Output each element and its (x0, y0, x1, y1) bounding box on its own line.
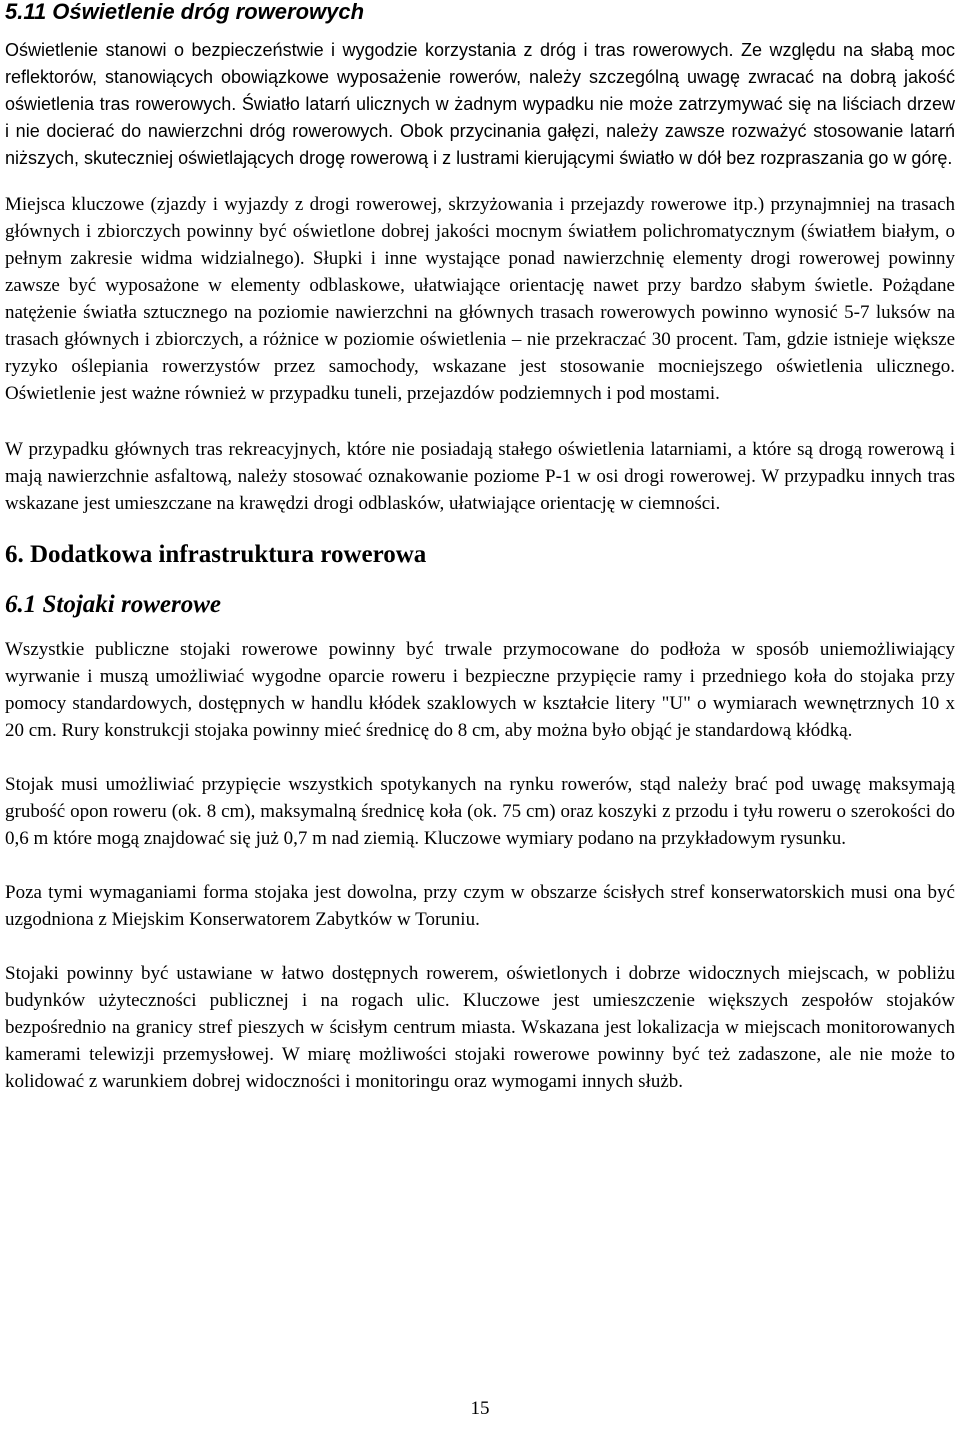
section-5-11-heading: 5.11 Oświetlenie dróg rowerowych (5, 0, 365, 24)
section-5-11-paragraph-2: Miejsca kluczowe (zjazdy i wyjazdy z drogi rowerowej, skrzyżowania i przejazdy rowerowe itp.) przynajmniej na trasach głównych i zbiorczych powinny być oświetlone dobrej jakości mocnym światłem polichromatycznym (światłem białym, o pełnym zakresie widma widzialnego). Słupki i inne wystające ponad nawierzchnię elementy drogi rowerowej powinny zawsze być wyposażone w elementy odblaskowe, ułatwiające orientację nawet przy bardzo słabym świetle. Pożądane natężenie światła sztucznego na poziomie nawierzchni na głównych trasach rowerowych powinno wynosić 5-7 luksów na trasach głównych i zbiorczych, a różnice w poziomie oświetlenia – nie przekraczać 30 procent. Tam, gdzie istnieje większe ryzyko oślepiania rowerzystów przez samochody, wskazane jest stosowanie mocniejszego oświetlenia ulicznego. Oświetlenie jest ważne również w przypadku tuneli, przejazdów podziemnych i pod mostami. (5, 194, 955, 404)
document-page (5, 0, 955, 1095)
section-6-1-paragraph-2: Stojak musi umożliwiać przypięcie wszystkich spotykanych na rynku rowerów, stąd należy brać pod uwagę maksymają grubość opon roweru (ok. 8 cm), maksymalną średnicę koła (ok. 75 cm) oraz koszyki z przodu i tyłu roweru o szerokości do 0,6 m które mogą znajdować się już 0,7 m nad ziemią. Kluczowe wymiary podano na przykładowym rysunku. (5, 774, 955, 849)
section-6-heading: 6. Dodatkowa infrastruktura rowerowa (5, 541, 427, 568)
section-5-11-paragraph-1: Oświetlenie stanowi o bezpieczeństwie i wygodzie korzystania z dróg i tras rowerowych. Ze względu na słabą moc reflektorów, stanowiących obowiązkowe wyposażenie rowerów, należy szczególną uwagę zwracać na dobrą jakość oświetlenia tras rowerowych. Światło latarń ulicznych w żadnym wypadku nie może zatrzymywać się na liściach drzew i nie docierać do nawierzchni dróg rowerowych. Obok przycinania gałęzi, należy zawsze rozważyć stosowanie latarń niższych, skuteczniej oświetlających drogę rowerową i z lustrami kierującymi światło w dół bez rozpraszania go w górę. (5, 40, 955, 168)
section-6-1-heading: 6.1 Stojaki rowerowe (5, 591, 221, 618)
section-6-1-paragraph-4: Stojaki powinny być ustawiane w łatwo dostępnych rowerem, oświetlonych i dobrze widocznych miejscach, w pobliżu budynków użyteczności publicznej i na rogach ulic. Kluczowe jest umieszczenie większych zespołów stojaków bezpośrednio na granicy stref pieszych w ścisłym centrum miasta. Wskazana jest lokalizacja w miejscach monitorowanych kamerami telewizji przemysłowej. W miarę możliwości stojaki rowerowe powinny być też zadaszone, ale nie może to kolidować z warunkiem dobrej widoczności i monitoringu oraz wymogami innych służb. (5, 963, 955, 1092)
section-5-11-paragraph-3: W przypadku głównych tras rekreacyjnych, które nie posiadają stałego oświetlenia latarniami, a które są drogą rowerową i mają nawierzchnie asfaltową, należy stosować oznakowanie poziome P-1 w osi drogi rowerowej. W przypadku innych tras wskazane jest umieszczane na krawędzi drogi odblasków, ułatwiające orientację w ciemności. (5, 439, 955, 514)
section-6-1-paragraph-3: Poza tymi wymaganiami forma stojaka jest dowolna, przy czym w obszarze ścisłych stref konserwatorskich musi ona być uzgodniona z Miejskim Konserwatorem Zabytków w Toruniu. (5, 882, 955, 930)
page-number: 15 (470, 1398, 490, 1419)
section-6-1-paragraph-1: Wszystkie publiczne stojaki rowerowe powinny być trwale przymocowane do podłoża w sposób uniemożliwiający wyrwanie i muszą umożliwiać wygodne oparcie roweru i bezpieczne przypięcie ramy i przedniego koła do stojaka przy pomocy standardowych, dostępnych w handlu kłódek szaklowych w kształcie litery "U" o wymiarach wewnętrznych 10 x 20 cm. Rury konstrukcji stojaka powinny mieć średnicę do 8 cm, aby można było objąć je standardową kłódką. (5, 639, 955, 741)
